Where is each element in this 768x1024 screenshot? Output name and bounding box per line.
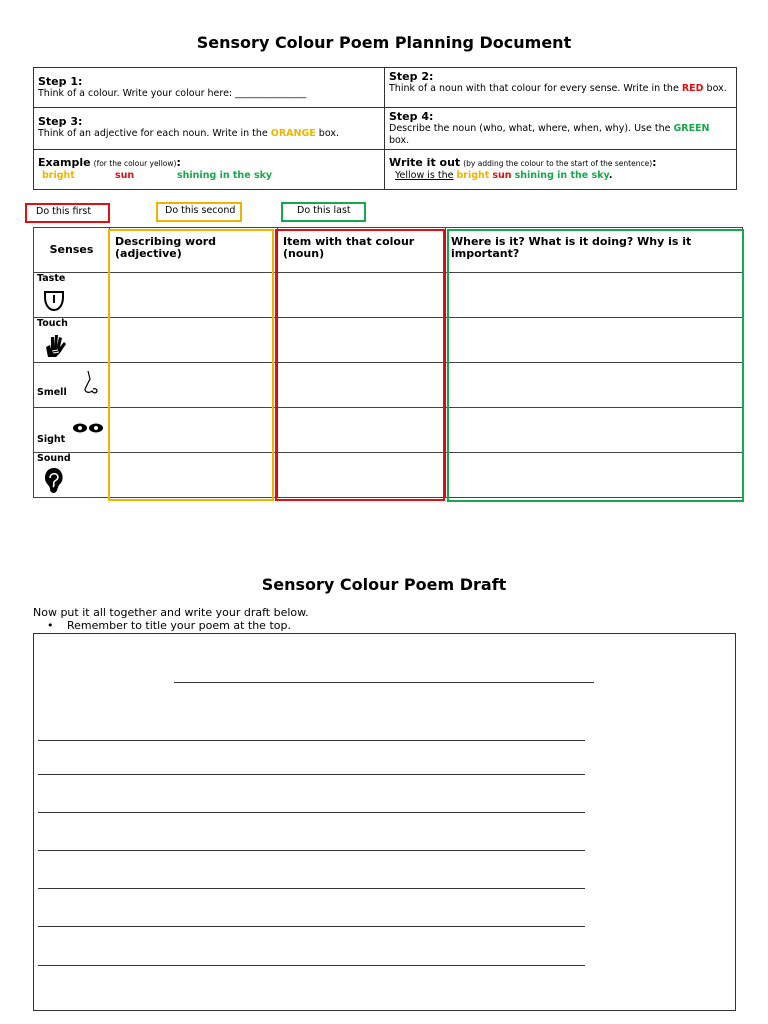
- table-row: [34, 453, 743, 498]
- describe-cell-smell[interactable]: [446, 363, 743, 408]
- sense-smell: [34, 363, 110, 408]
- noun-cell-taste[interactable]: [278, 273, 446, 318]
- sense-label-taste: Taste: [37, 273, 66, 284]
- write-it-out-heading: Write it out: [389, 156, 461, 169]
- sense-touch: [34, 318, 110, 363]
- writing-line[interactable]: [38, 888, 585, 889]
- draft-writing-area[interactable]: [33, 633, 736, 1011]
- step-3-heading: Step 3:: [38, 115, 83, 128]
- draft-bullet-text: Remember to title your poem at the top.: [67, 619, 291, 632]
- write-it-out-note: (by adding the colour to the start of the sentence): [463, 159, 653, 168]
- sense-taste: [34, 273, 110, 318]
- table-row: [34, 318, 743, 363]
- write-it-out-sentence: Yellow is the bright sun shining in the sky.: [395, 170, 613, 181]
- steps-table: [33, 67, 737, 190]
- sense-label-sight: Sight: [37, 434, 66, 445]
- ear-icon: [43, 467, 65, 498]
- example-note: (for the colour yellow): [93, 159, 177, 168]
- orange-keyword: ORANGE: [270, 128, 316, 139]
- example-adjective: bright: [42, 170, 75, 181]
- step-3-cell: [34, 108, 385, 150]
- label-do-this-last: Do this last: [281, 202, 366, 222]
- document-title: Sensory Colour Poem Planning Document: [196, 33, 572, 52]
- green-keyword: GREEN: [673, 123, 710, 134]
- hand-icon: [42, 333, 68, 362]
- describe-cell-taste[interactable]: [446, 273, 743, 318]
- poem-title-line[interactable]: [174, 682, 594, 683]
- tongue-icon: [42, 289, 66, 316]
- header-describe: Where is it? What is it doing? Why is it important?: [446, 228, 743, 273]
- writing-line[interactable]: [38, 812, 585, 813]
- sense-label-smell: Smell: [37, 387, 67, 398]
- adjective-cell-sight[interactable]: [110, 408, 278, 453]
- step-1-heading: Step 1:: [38, 75, 83, 88]
- sense-sound: [34, 453, 110, 498]
- example-heading: Example: [38, 156, 91, 169]
- example-description: shining in the sky: [177, 170, 273, 181]
- step-4-heading: Step 4:: [389, 110, 434, 123]
- adjective-cell-smell[interactable]: [110, 363, 278, 408]
- step-4-cell: [385, 108, 737, 150]
- describe-cell-sight[interactable]: [446, 408, 743, 453]
- step-2-cell: [385, 68, 737, 108]
- table-row: [34, 363, 743, 408]
- table-row: [34, 408, 743, 453]
- draft-bullet: [47, 619, 291, 632]
- sense-label-touch: Touch: [37, 318, 68, 329]
- header-adjective: Describing word (adjective): [110, 228, 278, 273]
- nose-icon: [82, 369, 102, 400]
- writing-line[interactable]: [38, 740, 585, 741]
- label-do-this-first: Do this first: [25, 203, 110, 223]
- example-cell: Example (for the colour yellow): bright sun shining in the sky: [34, 150, 385, 190]
- step-4-text: Describe the noun (who, what, where, when, why). Use the GREEN box.: [389, 123, 710, 146]
- sense-label-sound: Sound: [37, 453, 71, 464]
- noun-cell-smell[interactable]: [278, 363, 446, 408]
- writing-line[interactable]: [38, 774, 585, 775]
- draft-intro: Now put it all together and write your draft below.: [33, 606, 309, 619]
- noun-cell-sight[interactable]: [278, 408, 446, 453]
- writing-line[interactable]: [38, 965, 585, 966]
- header-noun: Item with that colour (noun): [278, 228, 446, 273]
- describe-cell-sound[interactable]: [446, 453, 743, 498]
- writing-line[interactable]: [38, 926, 585, 927]
- sense-sight: [34, 408, 110, 453]
- noun-cell-touch[interactable]: [278, 318, 446, 363]
- table-row: [34, 273, 743, 318]
- adjective-cell-sound[interactable]: [110, 453, 278, 498]
- bullet-icon: •: [47, 619, 54, 632]
- header-senses: Senses: [34, 228, 110, 273]
- write-it-out-cell: Write it out (by adding the colour to the start of the sentence): Yellow is the bright sun shining in the sky.: [385, 150, 737, 190]
- eyes-icon: [72, 422, 104, 437]
- step-2-heading: Step 2:: [389, 70, 434, 83]
- adjective-cell-touch[interactable]: [110, 318, 278, 363]
- writing-line[interactable]: [38, 850, 585, 851]
- draft-title: Sensory Colour Poem Draft: [261, 575, 507, 594]
- step-1-text: Think of a colour. Write your colour here: _______________: [38, 88, 307, 99]
- noun-cell-sound[interactable]: [278, 453, 446, 498]
- label-do-this-second: Do this second: [156, 202, 242, 222]
- senses-table: [33, 227, 743, 498]
- step-1-cell: [34, 68, 385, 108]
- example-noun: sun: [115, 170, 135, 181]
- step-2-text: Think of a noun with that colour for every sense. Write in the RED box.: [389, 83, 727, 94]
- describe-cell-touch[interactable]: [446, 318, 743, 363]
- red-keyword: RED: [681, 83, 704, 94]
- adjective-cell-taste[interactable]: [110, 273, 278, 318]
- step-3-text: Think of an adjective for each noun. Write in the ORANGE box.: [38, 128, 339, 139]
